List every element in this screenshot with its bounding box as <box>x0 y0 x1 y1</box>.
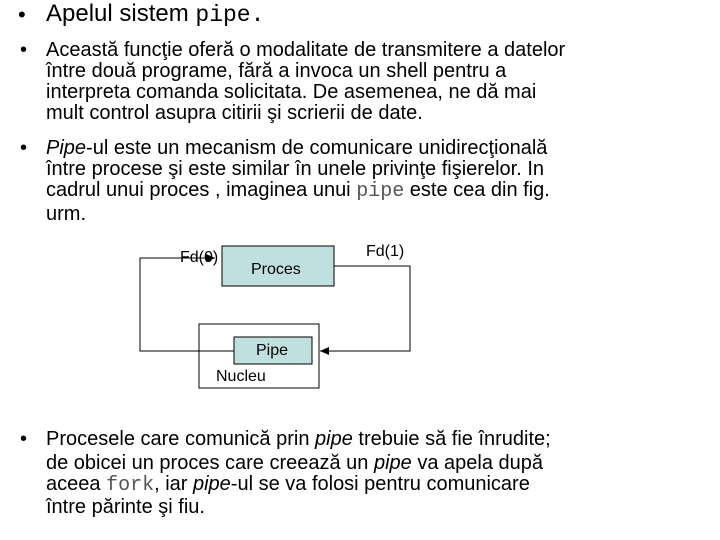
para3-line-3-a: aceea <box>46 473 107 495</box>
para3-line-3 <box>46 474 530 497</box>
para3-line-2-b: va apela după <box>411 452 544 474</box>
para2-line-4: urm. <box>46 203 86 225</box>
para1-bullet: • <box>20 39 28 61</box>
title-code: pipe. <box>195 2 265 28</box>
para2-line-1-rest: -ul este un mecanism de comunicare unidirecţională <box>86 137 548 159</box>
para1-line-3: interpreta comanda solicitata. De asemenea, ne dă mai <box>46 81 537 103</box>
para2-pipe-code: pipe <box>356 180 405 203</box>
para3-line-1-a: Procesele care comunică prin <box>46 428 316 450</box>
para1-line-2: între două programe, fără a invoca un shell pentru a <box>46 60 507 82</box>
fd0-label: Fd(0) <box>180 249 219 266</box>
para3-line-3-b: , iar <box>154 473 193 495</box>
para3-line-3-c: -ul se va folosi pentru comunicare <box>230 473 530 495</box>
proces-label: Proces <box>251 261 301 278</box>
para1-line-4: mult control asupra citirii şi scrierii de date. <box>46 102 423 124</box>
para3-pipe-italic-2: pipe <box>373 452 412 474</box>
para2-line-3-b: este cea din fig. <box>404 179 550 201</box>
nucleu-label: Nucleu <box>216 368 266 385</box>
para3-line-4: între părinte şi fiu. <box>46 496 205 518</box>
para3-line-2 <box>46 453 543 474</box>
fd1-label: Fd(1) <box>366 243 405 260</box>
para2-line-2: între procese şi este similar în unele privinţe fişierelor. In <box>46 158 544 180</box>
para2-bullet: • <box>20 137 28 159</box>
para2-line-3-a: cadrul unui proces , imaginea unui <box>46 179 357 201</box>
pipe-label: Pipe <box>256 342 289 359</box>
title-bullet: • <box>18 2 26 27</box>
title-text: Apelul sistem <box>46 0 196 27</box>
para3-pipe-italic-1: pipe <box>315 428 353 450</box>
para3-pipe-italic-3: pipe <box>192 473 231 495</box>
para3-bullet: • <box>20 428 28 450</box>
para3-line-1-b: trebuie să fie înrudite; <box>352 428 551 450</box>
para2-pipe-italic: Pipe <box>46 137 87 159</box>
para1-line-1: Această funcţie oferă o modalitate de transmitere a datelor <box>46 39 566 61</box>
para3-fork-code: fork <box>106 474 155 497</box>
para3-line-1 <box>46 429 551 450</box>
para3-line-2-a: de obicei un proces care creează un <box>46 452 374 474</box>
